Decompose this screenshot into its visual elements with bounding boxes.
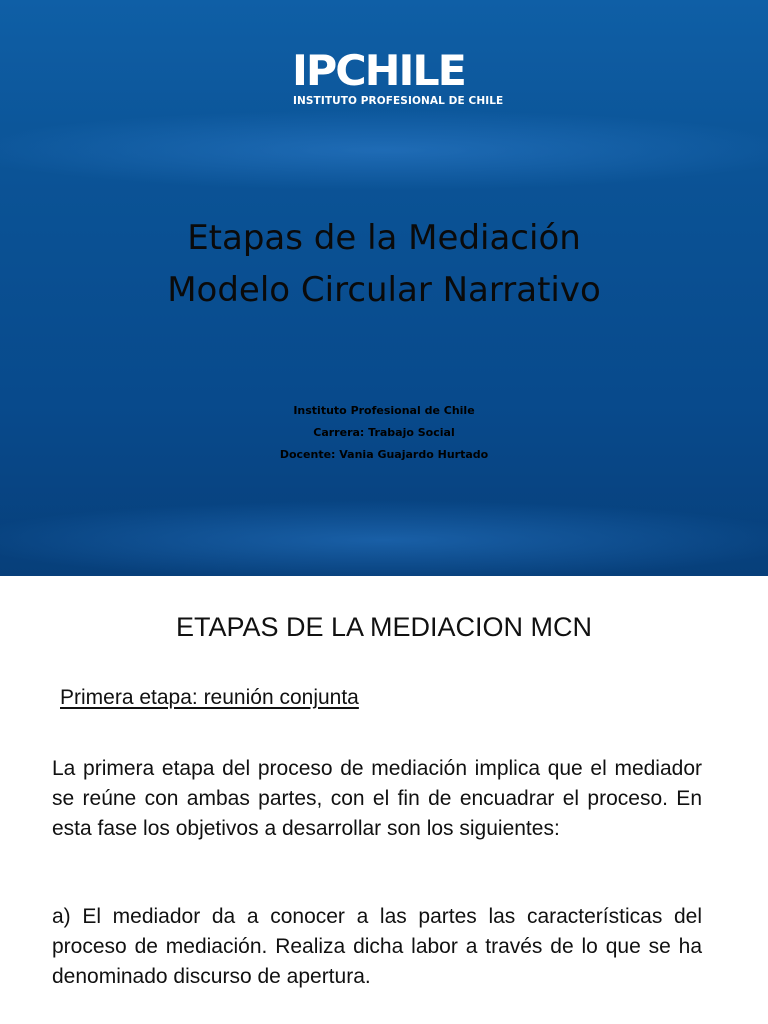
- institution-label: Instituto Profesional de Chile: [293, 404, 475, 417]
- slide-title-line1: Etapas de la Mediación: [187, 218, 581, 258]
- logo-tagline: INSTITUTO PROFESIONAL DE CHILE: [293, 95, 504, 107]
- content-subheading: Primera etapa: reunión conjunta: [60, 686, 359, 709]
- content-slide: [0, 576, 768, 1024]
- ipchile-logo: [292, 46, 504, 110]
- slide-title-line2: Modelo Circular Narrativo: [167, 270, 601, 310]
- career-label: Carrera: Trabajo Social: [313, 426, 455, 439]
- slide-title: [0, 212, 768, 316]
- logo-wordmark: IPCHILE: [292, 46, 465, 95]
- teacher-label: Docente: Vania Guajardo Hurtado: [279, 448, 489, 461]
- content-paragraph-2: a) El mediador da a conocer a las partes las características del proceso de mediación. Realiza dicha labor a través de lo que se ha denominado discurso de apertura.: [52, 905, 702, 988]
- content-paragraph-1: La primera etapa del proceso de mediación implica que el mediador se reúne con ambas partes, con el fin de encuadrar el proceso. En esta fase los objetivos a desarrollar son los siguientes:: [52, 757, 702, 840]
- slide-info: [0, 400, 768, 466]
- content-heading: ETAPAS DE LA MEDIACION MCN: [175, 612, 593, 642]
